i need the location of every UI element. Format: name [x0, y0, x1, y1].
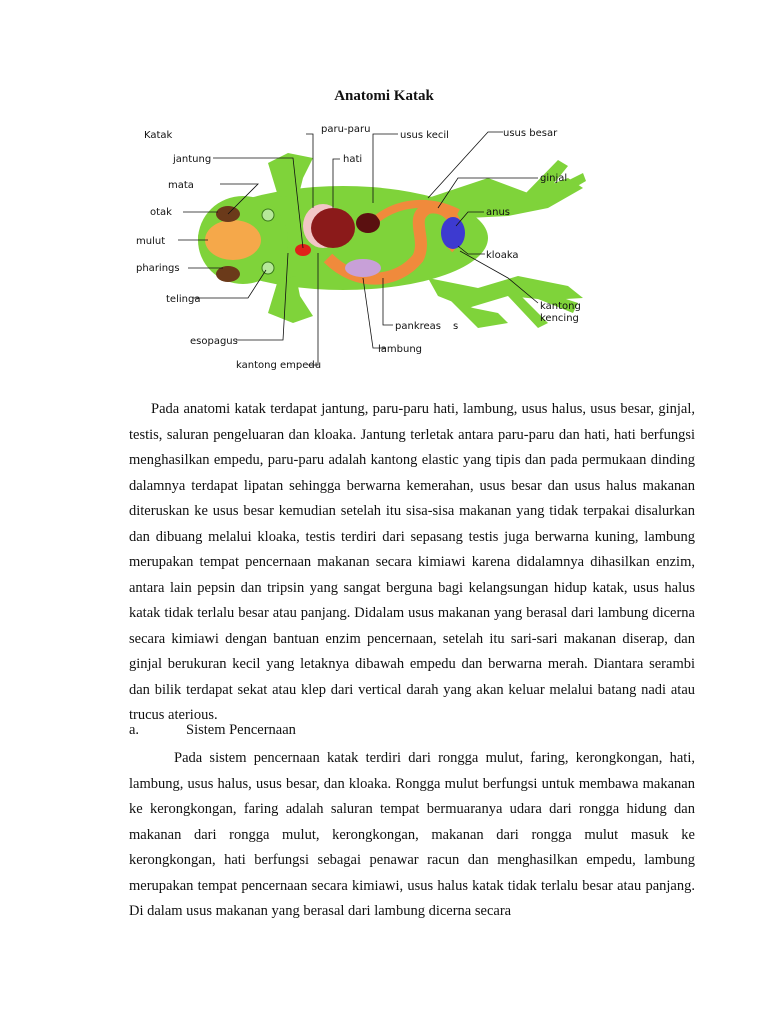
frog-anatomy-diagram: [128, 118, 588, 376]
label-otak: otak: [150, 207, 172, 218]
liver-shape: [311, 208, 355, 248]
label-s: s: [453, 321, 459, 332]
label-ginjal: ginjal: [540, 173, 568, 184]
label-paru-paru: paru-paru: [321, 124, 371, 135]
label-esopagus: esopagus: [190, 336, 238, 347]
kidney-shape: [441, 217, 465, 249]
label-pankreas: pankreas: [395, 321, 441, 332]
section-marker: a.: [129, 722, 140, 738]
section-heading: [129, 722, 296, 739]
label-katak: Katak: [144, 130, 173, 141]
label-usus-besar: usus besar: [503, 128, 558, 139]
gallbladder-shape: [356, 213, 380, 233]
pancreas-shape: [345, 259, 381, 277]
paragraph-digestion: Pada sistem pencernaan katak terdiri dari rongga mulut, faring, kerongkongan, hati, lambung, usus halus, usus besar, dan kloaka. Rongga mulut berfungsi untuk membawa makanan ke kerongkongan, faring adalah saluran tempat bermuaranya udara dari rongga hidung dan makanan dari rongga mulut, kerongkongan, makanan dari rongga mulut masuk ke kerongkongan, hati berfungsi sebagai penawar racun dan menghasilkan empedu, lambung merupakan tempat pencernaan secara kimiawi, usus halus katak tidak terlalu besar atau panjang. Di dalam usus makanan yang berasal dari lambung dicerna secara: [129, 750, 695, 919]
label-usus-kecil: usus kecil: [400, 130, 449, 141]
label-jantung: jantung: [173, 154, 212, 165]
ear-bottom-shape: [262, 262, 274, 274]
label-telinga: telinga: [166, 294, 201, 305]
label-lambung: lambung: [378, 344, 423, 355]
section-title: Sistem Pencernaan: [186, 722, 296, 738]
brain-shape: [205, 220, 261, 260]
label-mulut: mulut: [136, 236, 166, 247]
ear-top-shape: [262, 209, 274, 221]
page-title: Anatomi Katak: [334, 88, 434, 104]
label-mata: mata: [168, 180, 194, 191]
label-kantong: kantong kencing: [540, 301, 581, 324]
label-kloaka: kloaka: [486, 250, 519, 261]
label-hati: hati: [343, 154, 363, 165]
frog-anatomy-figure: [128, 118, 588, 376]
paragraph-anatomy: Pada anatomi katak terdapat jantung, paru-paru hati, lambung, usus halus, usus besar, ginjal, testis, saluran pengeluaran dan kloaka. Jantung terletak antara paru-paru dan hati, hati berfungsi menghasilkan empedu, paru-paru adalah kantong elastic yang tipis dan pada permukaan dinding dalamnya terdapat lipatan sehingga berwarna kemerahan, usus besar dan usus halus makanan diteruskan ke usus besar kemudian setelah itu sisa-sisa makanan yang tidak terpakai disalurkan dan dibuang melalui kloaka, testis terdiri dari sepasang testis juga berwarna kuning, lambung merupakan tempat pencernaan makanan secara kimiawi karena didalamnya dihasilkan enzim, antara lain pepsin dan tripsin yang sangat berguna bagi kelangsungan hidup katak, usus halus katak tidak terlalu besar atau panjang. Didalam usus makanan yang berasal dari lambung dicerna secara kimiawi dengan bantuan enzim pencernaan, setelah itu sari-sari makanan diserap, dan ginjal berukuran kecil yang letaknya dibawah empedu dan berwarna merah. Diantara serambi dan bilik terdapat sekat atau klep dari vertical darah yang akan keluar melalui batang nadi atau trucus aterious.: [129, 401, 695, 723]
label-anus: anus: [486, 207, 511, 218]
label-pharings: pharings: [136, 263, 180, 274]
label-kantong-empedu: kantong empedu: [236, 360, 322, 371]
